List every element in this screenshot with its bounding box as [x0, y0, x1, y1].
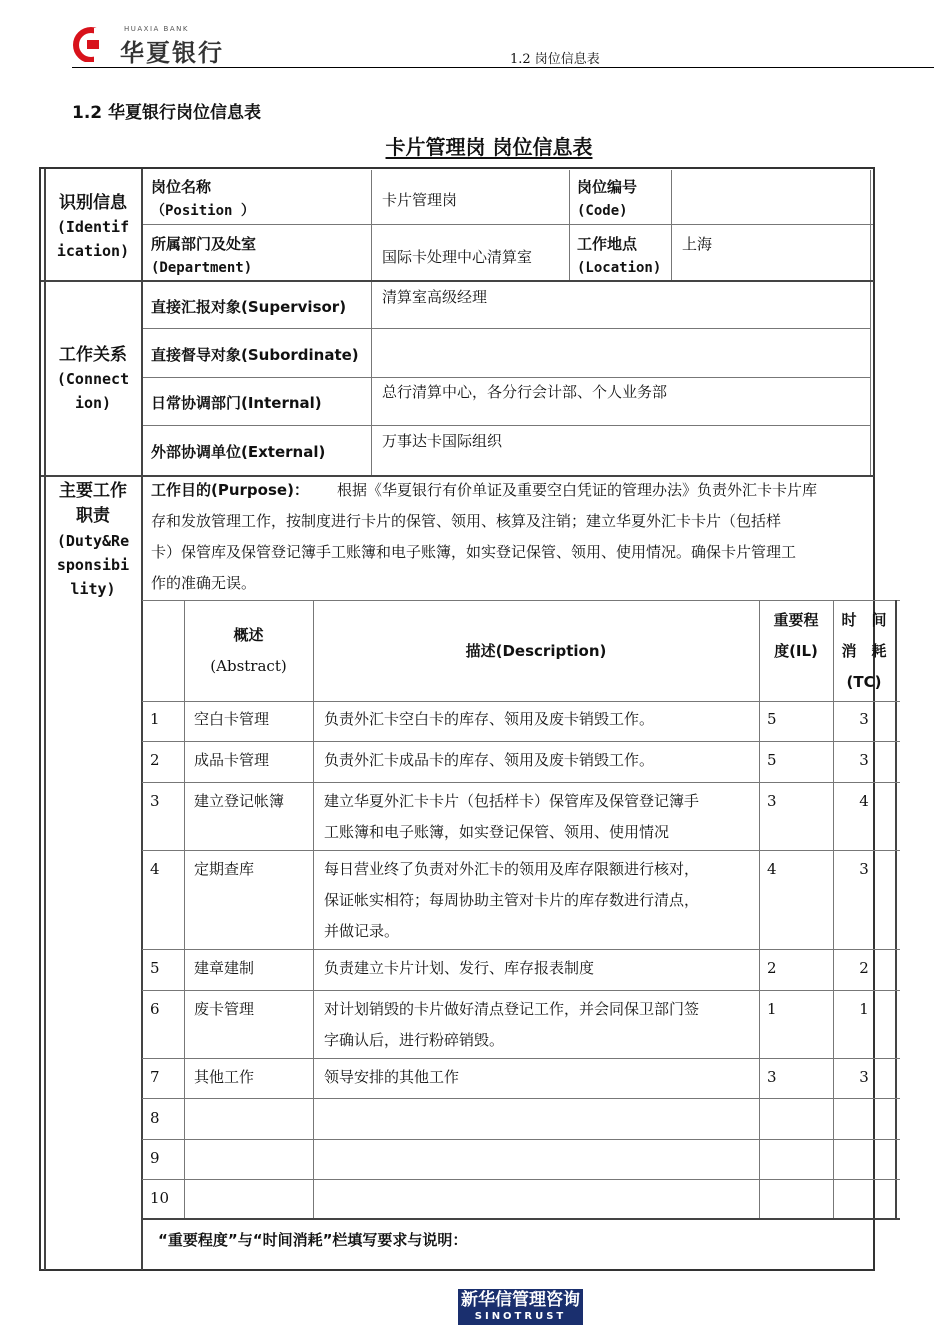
- row-7-il: 3: [767, 1068, 777, 1086]
- row-3-desc: 建立华夏外汇卡卡片（包括样卡）保管库及保管登记簿手 工账簿和电子账簿，如实登记保管、领用、使用情况: [324, 792, 700, 841]
- rel-row-divider-1: [143, 328, 871, 329]
- section-divider-1: [41, 280, 874, 282]
- location-value: 上海: [682, 235, 713, 253]
- row-6-desc: 对计划销毁的卡片做好清点登记工作，并会同保卫部门签 字确认后，进行粉碎销毁。: [324, 1000, 700, 1049]
- sinotrust-logo: 新华信管理咨询 SINOTRUST: [458, 1289, 583, 1325]
- row-4-desc: 每日营业终了负责对外汇卡的领用及库存限额进行核对， 保证帐实相符；每周协助主管对卡片的库存数进行清点， 并做记录。: [324, 860, 700, 940]
- row-3-num: 3: [150, 792, 160, 810]
- logo-english-text: HUAXIA BANK: [124, 25, 189, 33]
- logo-chinese-text: 华夏银行: [120, 39, 224, 67]
- row-10-num: 10: [150, 1189, 170, 1207]
- row-2-num: 2: [150, 751, 160, 769]
- description-header: 描述(Description): [465, 642, 607, 660]
- row-6-tc: 1: [859, 1000, 869, 1018]
- position-name-value: 卡片管理岗: [382, 191, 458, 209]
- position-name-label: 岗位名称 （Position ）: [151, 178, 255, 219]
- header-divider: [72, 67, 934, 68]
- row-6-il: 1: [767, 1000, 777, 1018]
- row-3-il: 3: [767, 792, 777, 810]
- abstract-header: 概述 (Abstract): [210, 626, 287, 675]
- identification-label: 识别信息 (Identif ication): [56, 193, 130, 260]
- row-1-abstract: 空白卡管理: [194, 710, 270, 728]
- relations-label: 工作关系 (Connect ion): [56, 345, 130, 412]
- row-1-num: 1: [150, 710, 160, 728]
- external-label: 外部协调单位(External): [151, 443, 326, 461]
- id-col-divider-2: [569, 170, 570, 280]
- position-code-label: 岗位编号 (Code): [577, 178, 638, 219]
- row-1-desc: 负责外汇卡空白卡的库存、领用及废卡销毁工作。: [324, 710, 655, 728]
- il-tc-note: “重要程度”与“时间消耗”栏填写要求与说明：: [158, 1231, 468, 1249]
- subordinate-label: 直接督导对象(Subordinate): [151, 346, 359, 364]
- inner-left-border: [44, 169, 46, 1270]
- rel-col-divider: [371, 282, 372, 475]
- work-purpose: 工作目的(Purpose)： 根据《华夏银行有价单证及重要空白凭证的管理办法》负责外汇卡卡片库 存和发放管理工作，按制度进行卡片的保管、领用、核算及注销；建立华夏外汇卡卡片（包括样 卡）保管库及保管登记簿手工账簿和电子账簿，如实登记保管、领用、使用情况。确保卡片管理工 作的准确无误。: [151, 481, 817, 592]
- purpose-label: 工作目的(Purpose)：: [151, 481, 309, 499]
- row-6-num: 6: [150, 1000, 160, 1018]
- external-value: 万事达卡国际组织: [382, 432, 503, 450]
- row-4-il: 4: [767, 860, 777, 878]
- rel-right-border: [870, 282, 871, 475]
- row-4-tc: 3: [859, 860, 869, 878]
- row-7-desc: 领导安排的其他工作: [324, 1068, 460, 1086]
- row-2-tc: 3: [859, 751, 869, 769]
- department-value: 国际卡处理中心清算室: [382, 248, 533, 266]
- rel-row-divider-3: [143, 425, 871, 426]
- row-6-abstract: 废卡管理: [194, 1000, 255, 1018]
- row-2-desc: 负责外汇卡成品卡的库存、领用及废卡销毁工作。: [324, 751, 655, 769]
- section-title: 1.2 华夏银行岗位信息表: [72, 103, 262, 123]
- row-5-tc: 2: [859, 959, 869, 977]
- row-7-num: 7: [150, 1068, 160, 1086]
- row-3-tc: 4: [859, 792, 869, 810]
- id-row-divider: [143, 224, 873, 225]
- department-label: 所属部门及处室 (Department): [151, 235, 257, 276]
- internal-label: 日常协调部门(Internal): [151, 394, 322, 412]
- row-4-num: 4: [150, 860, 160, 878]
- id-col-divider-3: [671, 170, 672, 280]
- row-2-il: 5: [767, 751, 777, 769]
- row-7-tc: 3: [859, 1068, 869, 1086]
- row-5-il: 2: [767, 959, 777, 977]
- row-2-abstract: 成品卡管理: [194, 751, 270, 769]
- row-8-num: 8: [150, 1109, 160, 1127]
- row-9-num: 9: [150, 1149, 160, 1167]
- row-5-desc: 负责建立卡片计划、发行、库存报表制度: [324, 959, 595, 977]
- rel-row-divider-2: [143, 377, 871, 378]
- supervisor-value: 清算室高级经理: [382, 288, 488, 306]
- time-consumption-header: 时 间 消 耗 (TC): [841, 611, 887, 691]
- supervisor-label: 直接汇报对象(Supervisor): [151, 298, 347, 316]
- row-5-num: 5: [150, 959, 160, 977]
- huaxia-bank-logo-icon: [72, 26, 110, 62]
- duties-table: [142, 600, 900, 1220]
- document-title: 卡片管理岗 岗位信息表: [385, 135, 593, 159]
- row-1-tc: 3: [859, 710, 869, 728]
- row-5-abstract: 建章建制: [194, 959, 255, 977]
- header-title: 1.2 岗位信息表: [510, 52, 600, 67]
- location-label: 工作地点 (Location): [577, 235, 662, 276]
- importance-header: 重要程 度(IL): [773, 611, 819, 660]
- id-col-divider-1: [371, 170, 372, 280]
- internal-value: 总行清算中心，各分行会计部、个人业务部: [382, 383, 668, 401]
- row-1-il: 5: [767, 710, 777, 728]
- row-4-abstract: 定期查库: [194, 860, 255, 878]
- duties-label: 主要工作 职责 (Duty&Re sponsibi lity): [56, 481, 130, 598]
- row-7-abstract: 其他工作: [194, 1068, 255, 1086]
- id-right-border: [870, 170, 871, 280]
- row-3-abstract: 建立登记帐簿: [194, 792, 285, 810]
